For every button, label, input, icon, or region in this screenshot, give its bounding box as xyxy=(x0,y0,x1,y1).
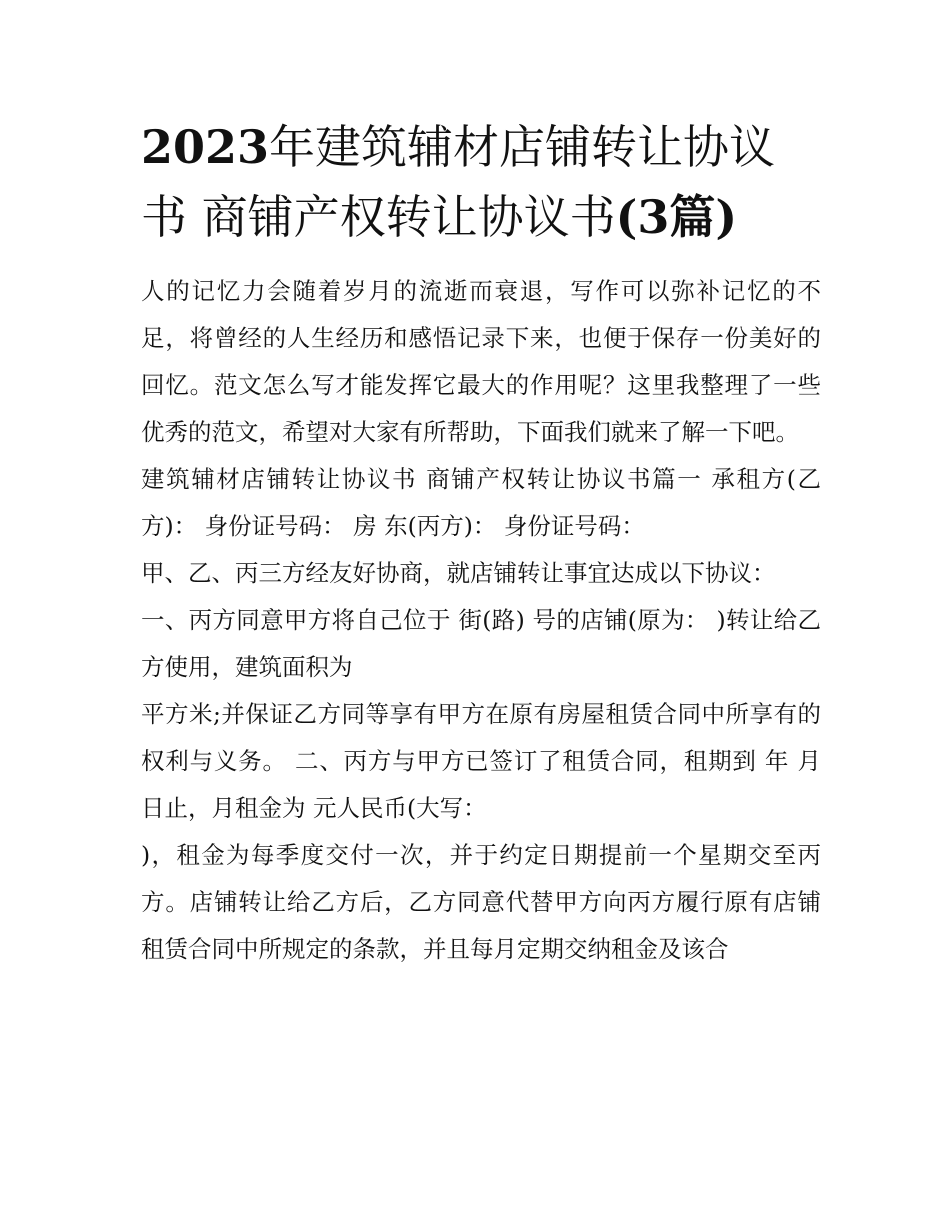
paragraph-clause-1-cont: 平方米;并保证乙方同等享有甲方在原有房屋租赁合同中所享有的权利与义务。 二、丙方与甲方已签订了租赁合同，租期到 年 月 日止，月租金为 元人民币(大写： xyxy=(141,700,821,822)
document-title: 2023年建筑辅材店铺转让协议书 商铺产权转让协议书(3篇) xyxy=(141,120,776,244)
document-body xyxy=(141,268,821,973)
paragraph-agreement: 甲、乙、丙三方经友好协商，就店铺转让事宜达成以下协议： xyxy=(141,559,776,587)
paragraph-intro: 人的记忆力会随着岁月的流逝而衰退，写作可以弥补记忆的不足，将曾经的人生经历和感悟记录下来，也便于保存一份美好的回忆。范文怎么写才能发挥它最大的作用呢？这里我整理了一些优秀的范文，希望对大家有所帮助，下面我们就来了解一下吧。 xyxy=(141,277,821,446)
paragraph-clause-2-cont: )，租金为每季度交付一次，并于约定日期提前一个星期交至丙方。店铺转让给乙方后，乙方同意代替甲方向丙方履行原有店铺租赁合同中所规定的条款，并且每月定期交纳租金及该合 xyxy=(141,841,821,963)
paragraph-clause-1: 一、丙方同意甲方将自己位于 街(路) 号的店铺(原为： )转让给乙方使用，建筑面积为 xyxy=(141,606,821,681)
paragraph-parties: 建筑辅材店铺转让协议书 商铺产权转让协议书篇一 承租方(乙方)： 身份证号码： 房 东(丙方)： 身份证号码： xyxy=(141,465,821,540)
